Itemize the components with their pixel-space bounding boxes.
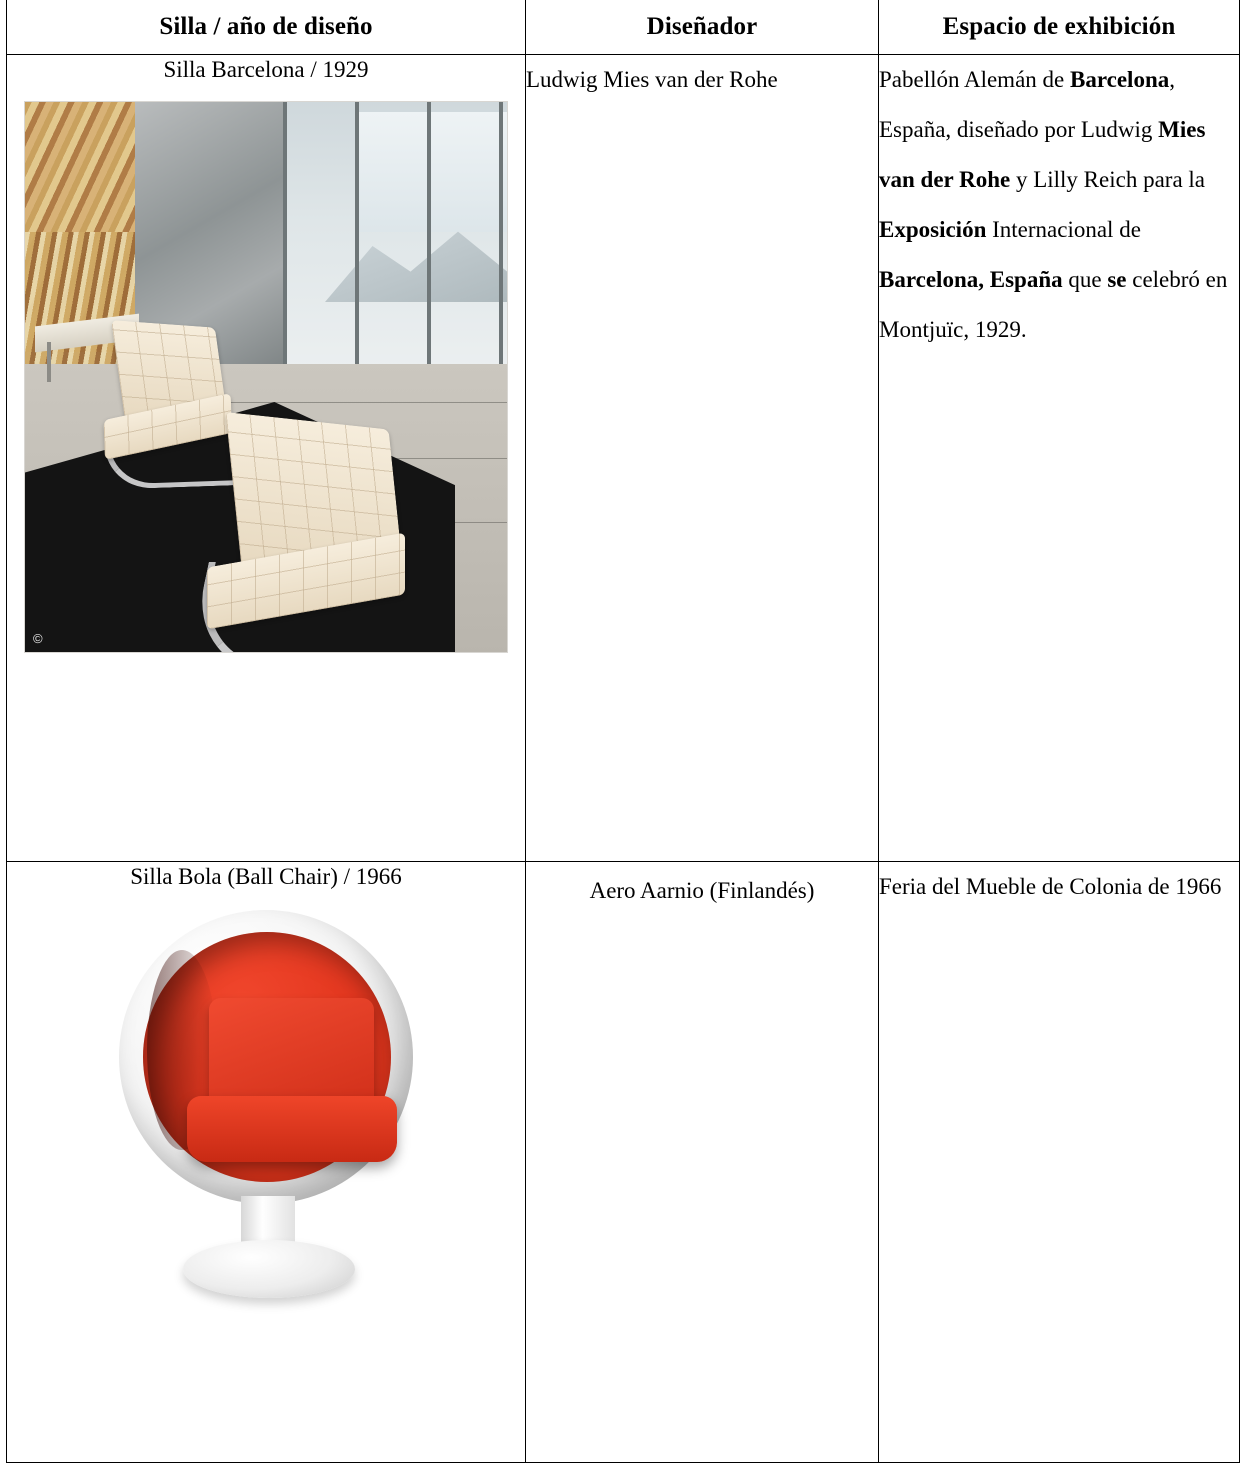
barcelona-chair-photo xyxy=(24,101,508,653)
photo-credit: © xyxy=(33,631,43,646)
barcelona-chair-near xyxy=(203,422,453,653)
ball-chair-photo xyxy=(101,910,431,1310)
chair-cell-barcelona xyxy=(7,55,526,862)
column-header-chair: Silla / año de diseño xyxy=(7,0,526,55)
designer-cell-ball: Aero Aarnio (Finlandés) xyxy=(526,862,879,1463)
bench-leg xyxy=(47,342,51,382)
chairs-table xyxy=(6,0,1240,1463)
table-header-row xyxy=(7,0,1240,55)
window-mullion xyxy=(427,102,431,402)
ball-chair-back-cushion xyxy=(209,998,374,1108)
chair-title: Silla Bola (Ball Chair) / 1966 xyxy=(130,864,402,889)
space-rich-text: Pabellón Alemán de Barcelona, España, diseñado por Ludwig Mies van der Rohe y Lilly Reich para la Exposición Internacional de Barcelona, España que se celebró en Montjuïc, 1929. xyxy=(879,67,1228,342)
space-cell-ball xyxy=(879,862,1240,1463)
table-row xyxy=(7,862,1240,1463)
table-row xyxy=(7,55,1240,862)
space-rich-text: Feria del Mueble de Colonia de 1966 xyxy=(879,874,1222,899)
space-cell-barcelona xyxy=(879,55,1240,862)
column-header-space: Espacio de exhibición xyxy=(879,0,1240,55)
ball-chair-base xyxy=(183,1240,355,1298)
window-mullion xyxy=(499,102,503,402)
column-header-designer: Diseñador xyxy=(526,0,879,55)
chair-cell-ball xyxy=(7,862,526,1463)
ball-chair-seat-cushion xyxy=(187,1096,397,1162)
window-mullion xyxy=(355,102,359,402)
designer-cell-barcelona: Ludwig Mies van der Rohe xyxy=(526,55,879,862)
window-mullion xyxy=(283,102,287,402)
chair-title: Silla Barcelona / 1929 xyxy=(163,57,369,82)
sky-through-glass xyxy=(355,112,508,232)
